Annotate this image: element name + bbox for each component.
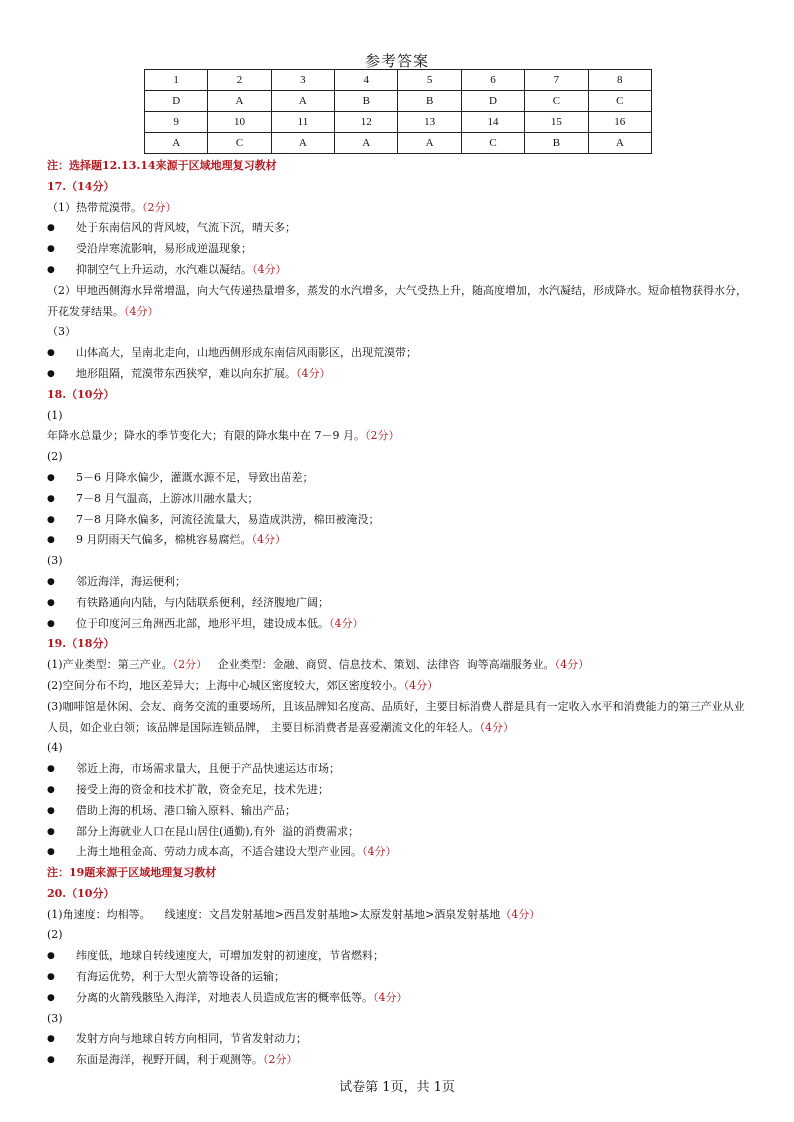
bullet-item: ● 东面是海洋，视野开阔，利于观测等。（2分） [47, 1050, 753, 1071]
score-label: （2分） [365, 429, 400, 443]
bullet-item: ● 上海土地租金高、劳动力成本高，不适合建设大型产业园。（4分） [47, 842, 753, 863]
answer-table-row [145, 112, 652, 133]
answer-table-cell: C [525, 91, 588, 112]
score-label: （4分） [554, 658, 590, 672]
bullet-icon: ● [47, 597, 55, 608]
bullet-item: ● 地形阻隔，荒漠带东西狭窄，难以向东扩展。（4分） [47, 364, 753, 385]
answer-table-cell: 10 [208, 112, 271, 133]
bullet-icon: ● [47, 348, 55, 359]
answer-table-row [145, 70, 652, 91]
bullet-icon: ● [47, 576, 55, 587]
bullet-item: ● 处于东南信风的背风坡，气流下沉，晴天多； [47, 218, 753, 239]
bullet-item: ● 有海运优势，利于大型火箭等设备的运输； [47, 967, 753, 988]
bullet-icon: ● [47, 992, 55, 1003]
bullet-icon: ● [47, 1034, 55, 1045]
answer-table-cell: B [525, 133, 588, 154]
bullet-icon: ● [47, 764, 55, 775]
answer-table-row [145, 133, 652, 154]
source-note: 注：19题来源于区域地理复习教材 [47, 866, 217, 880]
bullet-icon: ● [47, 493, 55, 504]
score-label: （4分） [479, 720, 514, 734]
answer-table-cell: 14 [461, 112, 524, 133]
answer-table-cell: C [208, 133, 271, 154]
question-heading: 17.（14分） [47, 179, 115, 193]
question-heading: 19.（18分） [47, 637, 115, 651]
answer-table-cell: 4 [335, 70, 398, 91]
bullet-item: ● 受沿岸寒流影响，易形成逆温现象； [47, 239, 753, 260]
bullet-icon: ● [47, 972, 55, 983]
answer-table-cell: 12 [335, 112, 398, 133]
page-footer: 试卷第 1页，共 1页 [339, 1080, 455, 1095]
bullet-icon: ● [47, 826, 55, 837]
score-label: （4分） [329, 616, 364, 630]
score-label: （4分） [403, 678, 439, 692]
bullet-icon: ● [47, 244, 55, 255]
score-label: （2分） [172, 658, 208, 672]
sub-question-label: (2) [47, 450, 63, 464]
answer-table-cell: D [145, 91, 208, 112]
bullet-icon: ● [47, 514, 55, 525]
sub-question-label: (3) [47, 1011, 63, 1025]
answer-paragraph: (3)咖啡馆是休闲、会友、商务交流的重要场所，且该品牌知名度高、品质好，主要目标消费人群是具有一定收入水平和消费能力的第三产业从业人员，如企业白领；该品牌是国际连锁品牌， 主要目标消费者是喜爱潮流文化的年轻人。（4分） [47, 699, 745, 734]
question-heading: 20.（10分） [47, 886, 115, 900]
bullet-item: ● 邻近上海，市场需求量大，且便于产品快速运达市场； [47, 759, 753, 780]
bullet-item: ● 借助上海的机场、港口输入原料、输出产品； [47, 801, 753, 822]
answer-paragraph: （2）甲地西侧海水异常增温，向大气传递热量增多，蒸发的水汽增多，大气受热上升，随高度增加，水汽凝结，形成降水。短命植物获得水分，开花发芽结果。（4分） [47, 283, 747, 318]
answer-line: （1）热带荒漠带。（2分） [47, 200, 177, 214]
score-label: （4分） [251, 533, 286, 547]
answer-table-cell: A [271, 133, 334, 154]
answer-table-cell: 15 [525, 112, 588, 133]
bullet-icon: ● [47, 1055, 55, 1066]
bullet-item: ● 5－6 月降水偏少，灌溉水源不足，导致出苗差； [47, 468, 753, 489]
sub-question-label: (1) [47, 408, 63, 422]
score-label: （4分） [296, 366, 331, 380]
answer-table-cell: 8 [588, 70, 651, 91]
bullet-icon: ● [47, 847, 55, 858]
bullet-item: ● 山体高大，呈南北走向，山地西侧形成东南信风雨影区，出现荒漠带； [47, 343, 753, 364]
answer-line: 年降水总量少；降水的季节变化大；有限的降水集中在 7－9 月。（2分） [47, 429, 400, 443]
answer-table [144, 69, 652, 154]
answer-table-cell: 11 [271, 112, 334, 133]
source-note: 注：选择题12.13.14来源于区域地理复习教材 [47, 159, 277, 172]
bullet-item: ● 发射方向与地球自转方向相同，节省发射动力； [47, 1029, 753, 1050]
answer-table-cell: A [208, 91, 271, 112]
bullet-item: ● 纬度低，地球自转线速度大，可增加发射的初速度，节省燃料； [47, 946, 753, 967]
bullet-item: ● 位于印度河三角洲西北部，地形平坦，建设成本低。（4分） [47, 614, 753, 635]
answer-line: (1)角速度：均相等。 线速度：文昌发射基地>西昌发射基地>太原发射基地>酒泉发射基地（4分） [47, 907, 541, 921]
bullet-item: ● 9 月阴雨天气偏多，棉桃容易腐烂。（4分） [47, 530, 753, 551]
bullet-item: ● 抑制空气上升运动，水汽难以凝结。（4分） [47, 260, 753, 281]
answer-table-cell: 6 [461, 70, 524, 91]
answer-table-cell: C [588, 91, 651, 112]
answer-table-cell: A [335, 133, 398, 154]
score-label: （4分） [362, 845, 397, 859]
answer-table-cell: 1 [145, 70, 208, 91]
bullet-icon: ● [47, 472, 55, 483]
score-label: （4分） [500, 907, 541, 921]
answer-table-cell: A [145, 133, 208, 154]
answer-body [47, 156, 753, 1071]
page-title: 参考答案 [364, 52, 429, 70]
answer-line: (1)产业类型：第三产业。（2分） 企业类型：金融、商贸、信息技术、策划、法律咨 询等高端服务业。（4分） [47, 658, 590, 672]
answer-table-cell: 13 [398, 112, 461, 133]
answer-table-cell: B [335, 91, 398, 112]
score-label: （4分） [124, 304, 159, 318]
score-label: （2分） [142, 200, 177, 214]
answer-table-cell: 16 [588, 112, 651, 133]
answer-table-cell: A [588, 133, 651, 154]
bullet-icon: ● [47, 535, 55, 546]
bullet-item: ● 分离的火箭残骸坠入海洋，对地表人员造成危害的概率低等。（4分） [47, 988, 753, 1009]
answer-table-cell: 2 [208, 70, 271, 91]
bullet-item: ● 有铁路通向内陆，与内陆联系便利，经济腹地广阔； [47, 593, 753, 614]
bullet-item: ● 部分上海就业人口在昆山居住(通勤),有外 溢的消费需求； [47, 822, 753, 843]
bullet-icon: ● [47, 951, 55, 962]
answer-table-cell: 7 [525, 70, 588, 91]
bullet-item: ● 接受上海的资金和技术扩散，资金充足，技术先进； [47, 780, 753, 801]
answer-table-cell: 3 [271, 70, 334, 91]
answer-line: (2)空间分布不均，地区差异大；上海中心城区密度较大，郊区密度较小。（4分） [47, 678, 439, 692]
sub-question-label: （3） [47, 325, 76, 339]
sub-question-label: (4) [47, 741, 63, 755]
bullet-item: ● 7－8 月降水偏多，河流径流量大，易造成洪涝，棉田被淹没； [47, 510, 753, 531]
answer-table-cell: C [461, 133, 524, 154]
answer-table-cell: 5 [398, 70, 461, 91]
answer-table-cell: A [271, 91, 334, 112]
sub-question-label: (3) [47, 554, 63, 568]
bullet-icon: ● [47, 805, 55, 816]
bullet-icon: ● [47, 784, 55, 795]
sub-question-label: (2) [47, 928, 63, 942]
question-heading: 18.（10分） [47, 387, 115, 401]
score-label: （4分） [252, 262, 287, 276]
score-label: （2分） [263, 1053, 298, 1067]
score-label: （4分） [373, 990, 408, 1004]
answer-table-cell: D [461, 91, 524, 112]
bullet-icon: ● [47, 368, 55, 379]
bullet-item: ● 7－8 月气温高，上游冰川融水量大； [47, 489, 753, 510]
answer-table-cell: B [398, 91, 461, 112]
answer-table-cell: A [398, 133, 461, 154]
bullet-icon: ● [47, 223, 55, 234]
bullet-item: ● 邻近海洋，海运便利； [47, 572, 753, 593]
bullet-icon: ● [47, 618, 55, 629]
answer-table-row [145, 91, 652, 112]
bullet-icon: ● [47, 264, 55, 275]
answer-table-cell: 9 [145, 112, 208, 133]
